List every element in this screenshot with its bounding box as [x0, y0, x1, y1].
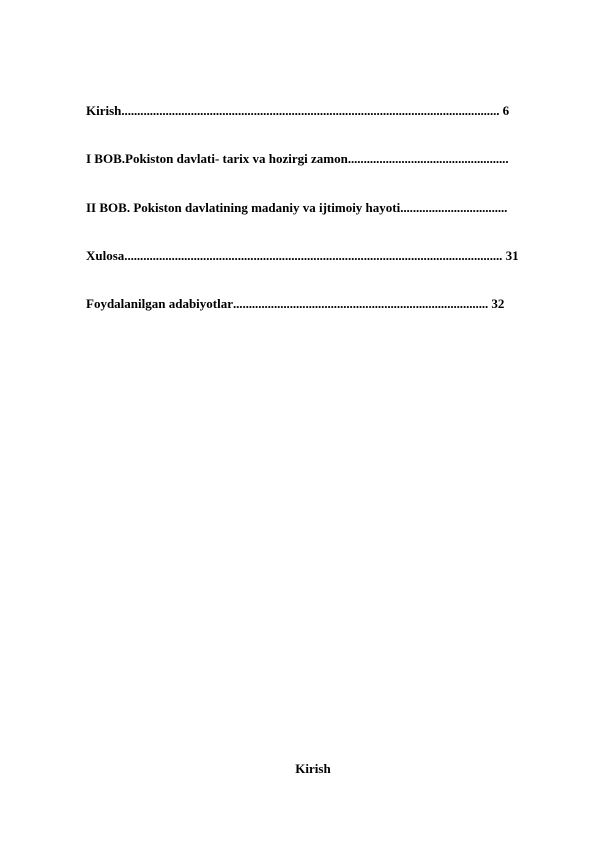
toc-page-number: 31 [502, 248, 519, 263]
toc-entry-references[interactable] [86, 296, 504, 312]
toc-leader-dots: ................................................... [347, 151, 509, 166]
toc-entry-title: I BOB.Pokiston davlati- tarix va hozirgi zamon [86, 151, 348, 166]
toc-page-number: 6 [499, 103, 510, 118]
toc-entry-chapter-2[interactable] [86, 200, 507, 216]
toc-entry-title: Foydalanilgan adabiyotlar [86, 296, 233, 311]
toc-page-number: 32 [488, 296, 505, 311]
toc-leader-dots: ................................................................................. [233, 296, 489, 311]
toc-entry-title: Kirish [86, 103, 122, 118]
section-heading-kirish: Kirish [295, 761, 331, 776]
toc-leader-dots: ........................................................................................................................ [124, 248, 503, 263]
toc-entry-kirish[interactable] [86, 103, 509, 119]
toc-entry-xulosa[interactable] [86, 248, 519, 264]
toc-entry-title: II BOB. Pokiston davlatining madaniy va ijtimoiy hayoti [86, 200, 401, 215]
toc-leader-dots: .................................. [400, 200, 508, 215]
toc-entry-title: Xulosa [86, 248, 125, 263]
toc-entry-chapter-1[interactable] [86, 151, 508, 167]
toc-leader-dots: ........................................................................................................................ [121, 103, 500, 118]
